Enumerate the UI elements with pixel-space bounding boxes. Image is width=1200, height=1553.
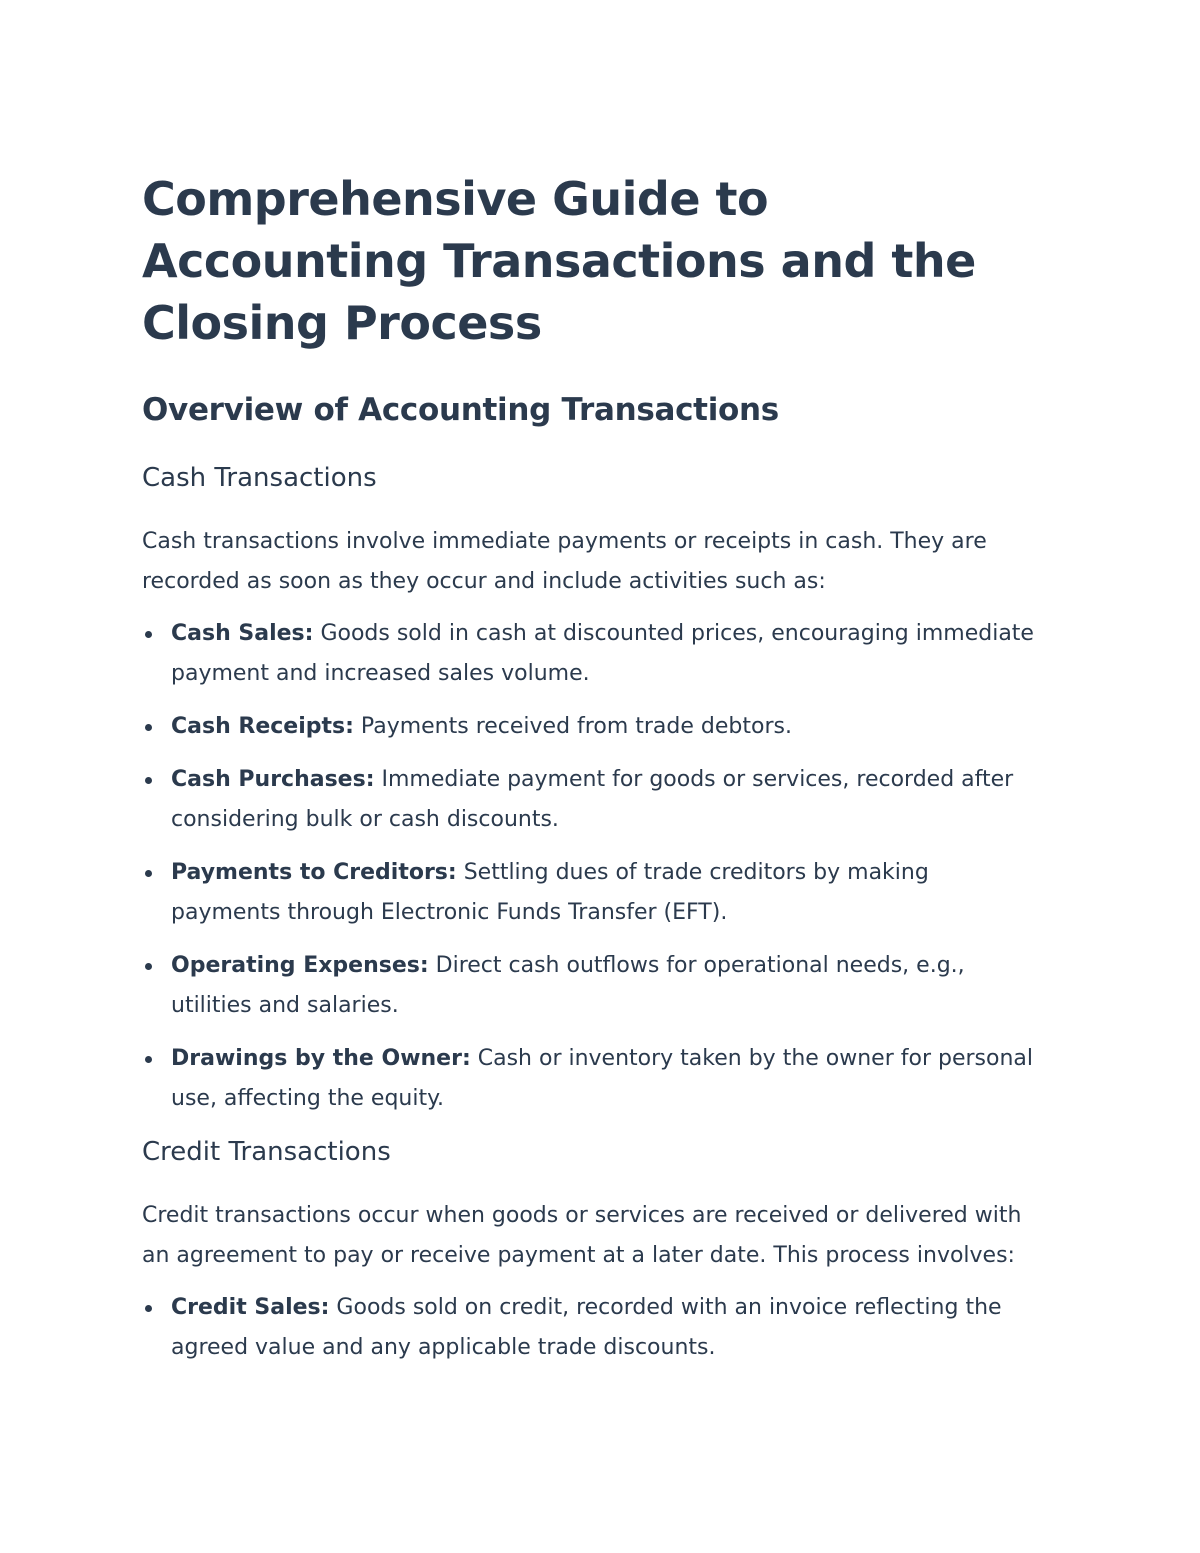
list-item: [142, 614, 1042, 694]
list-item: [142, 946, 1042, 1026]
list-item: [142, 1288, 1042, 1368]
list-item-term: Drawings by the Owner:: [171, 1046, 471, 1071]
list-item-text: Payments received from trade debtors.: [353, 714, 792, 739]
document-page: [142, 168, 1042, 1381]
list-item-term: Cash Receipts:: [171, 714, 354, 739]
list-item-term: Cash Purchases:: [171, 767, 375, 792]
list-item-text: Immediate payment for goods or services, recorded after considering bulk or cash discounts.: [171, 767, 1014, 832]
credit-intro-paragraph: Credit transactions occur when goods or services are received or delivered with an agreement to pay or receive payment at a later date. This process involves:: [142, 1203, 1022, 1268]
subheading-credit-transactions: Credit Transactions: [142, 1137, 391, 1167]
cash-intro-paragraph: Cash transactions involve immediate payments or receipts in cash. They are recorded as soon as they occur and include activities such as:: [142, 529, 987, 594]
document-title: Comprehensive Guide to Accounting Transactions and the Closing Process: [142, 172, 976, 350]
list-item-term: Payments to Creditors:: [171, 860, 457, 885]
list-item-text: Cash or inventory taken by the owner for personal use, affecting the equity.: [171, 1046, 1034, 1111]
subheading-cash-transactions: Cash Transactions: [142, 463, 377, 493]
section-heading-overview: Overview of Accounting Transactions: [142, 392, 779, 428]
list-item-term: Credit Sales:: [171, 1295, 330, 1320]
list-item: [142, 853, 1042, 933]
list-item-text: Direct cash outflows for operational needs, e.g., utilities and salaries.: [171, 953, 965, 1018]
list-item-text: Settling dues of trade creditors by making payments through Electronic Funds Transfer (EFT).: [171, 860, 929, 925]
list-item-term: Cash Sales:: [171, 621, 314, 646]
cash-transactions-list: [142, 614, 1042, 1119]
credit-transactions-list: [142, 1288, 1042, 1368]
list-item-text: Goods sold in cash at discounted prices, encouraging immediate payment and increased sales volume.: [171, 621, 1034, 686]
list-item-text: Goods sold on credit, recorded with an invoice reflecting the agreed value and any applicable trade discounts.: [171, 1295, 1002, 1360]
list-item: [142, 707, 1042, 747]
list-item: [142, 1039, 1042, 1119]
list-item: [142, 760, 1042, 840]
list-item-term: Operating Expenses:: [171, 953, 429, 978]
